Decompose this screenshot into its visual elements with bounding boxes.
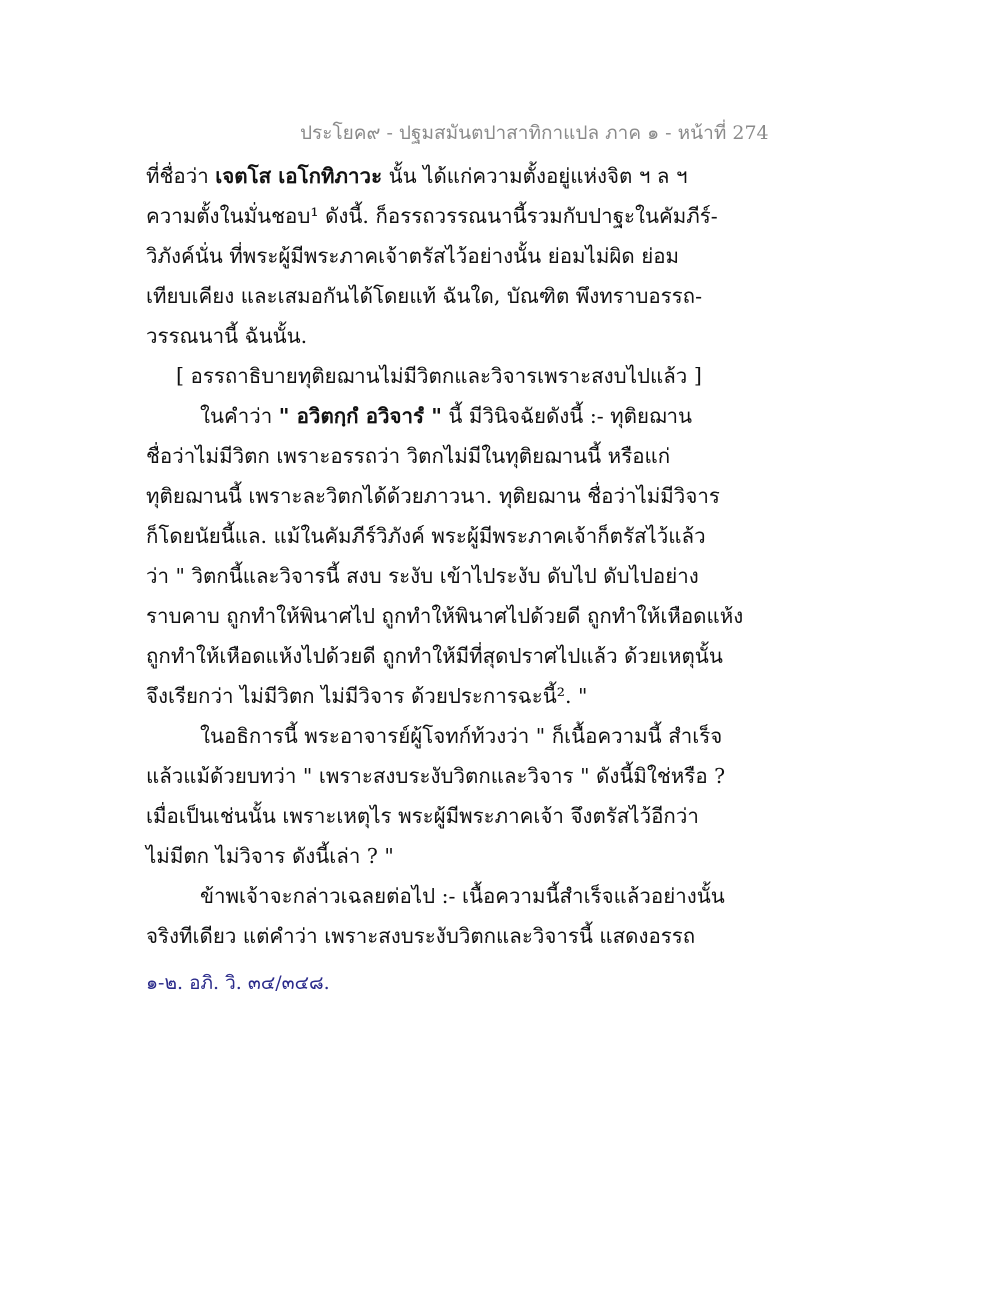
text-segment: ที่ชื่อว่า <box>146 164 216 188</box>
text-line <box>146 156 726 196</box>
text-line: ความตั้งในมั่นชอบ¹ ดังนี้. ก็อรรถวรรณนานี้รวมกับปาฐะในคัมภีร์- <box>146 204 718 228</box>
section-subheading: [ อรรถาธิบายทุติยฌานไม่มีวิตกและวิจารเพราะสงบไปแล้ว ] <box>176 364 702 388</box>
footnote: ๑-๒. อภิ. วิ. ๓๔/๓๔๘. <box>146 972 330 994</box>
text-line: วรรณนานี้ ฉันนั้น. <box>146 324 308 348</box>
text-line: ว่า " วิตกนี้และวิจารนี้ สงบ ระงับ เข้าไประงับ ดับไป ดับไปอย่าง <box>146 564 699 588</box>
text-line: ทุติยฌานนี้ เพราะละวิตกได้ด้วยภาวนา. ทุติยฌาน ชื่อว่าไม่มีวิจาร <box>146 484 720 508</box>
text-line <box>146 396 726 436</box>
text-line: วิภังค์นั่น ที่พระผู้มีพระภาคเจ้าตรัสไว้อย่างนั้น ย่อมไม่ผิด ย่อม <box>146 244 680 268</box>
text-line: ถูกทำให้เหือดแห้งไปด้วยดี ถูกทำให้มีที่สุดปราศไปแล้ว ด้วยเหตุนั้น <box>146 644 723 668</box>
text-line: ไม่มีตก ไม่วิจาร ดังนี้เล่า ? " <box>146 844 394 868</box>
text-line: เทียบเคียง และเสมอกันได้โดยแท้ ฉันใด, บัณฑิต พึงทราบอรรถ- <box>146 284 703 308</box>
text-line: แล้วแม้ด้วยบทว่า " เพราะสงบระงับวิตกและวิจาร " ดังนี้มิใช่หรือ ? <box>146 764 726 788</box>
text-line: ราบคาบ ถูกทำให้พินาศไป ถูกทำให้พินาศไปด้วยดี ถูกทำให้เหือดแห้ง <box>146 604 744 628</box>
text-segment: นี้ มีวินิจฉัยดังนี้ :- ทุติยฌาน <box>441 404 693 428</box>
text-line: ชื่อว่าไม่มีวิตก เพราะอรรถว่า วิตกไม่มีในทุติยฌานนี้ หรือแก่ <box>146 444 671 468</box>
text-segment: นั้น ได้แก่ความตั้งอยู่แห่งจิต ฯ ล ฯ <box>382 164 688 188</box>
text-line: ในอธิการนี้ พระอาจารย์ผู้โจทก์ท้วงว่า " ก็เนื้อความนี้ สำเร็จ <box>200 724 723 748</box>
page-header: ประโยค๙ - ปฐมสมันตปาสาทิกาแปล ภาค ๑ - หน้าที่ 274 <box>300 122 769 144</box>
bold-term: " อวิตกฺกํ อวิจารํ " <box>278 404 442 428</box>
text-line: จึงเรียกว่า ไม่มีวิตก ไม่มีวิจาร ด้วยประการฉะนี้². " <box>146 684 588 708</box>
text-line: ข้าพเจ้าจะกล่าวเฉลยต่อไป :- เนื้อความนี้สำเร็จแล้วอย่างนั้น <box>200 884 725 908</box>
body-text <box>146 156 744 956</box>
text-line: เมื่อเป็นเช่นนั้น เพราะเหตุไร พระผู้มีพระภาคเจ้า จึงตรัสไว้อีกว่า <box>146 804 699 828</box>
text-line: จริงทีเดียว แต่คำว่า เพราะสงบระงับวิตกและวิจารนี้ แสดงอรรถ <box>146 924 696 948</box>
text-segment: ในคำว่า <box>200 404 279 428</box>
text-line: ก็โดยนัยนี้แล. แม้ในคัมภีร์วิภังค์ พระผู้มีพระภาคเจ้าก็ตรัสไว้แล้ว <box>146 524 706 548</box>
bold-term: เจตโส เอโกทิภาวะ <box>215 164 383 188</box>
